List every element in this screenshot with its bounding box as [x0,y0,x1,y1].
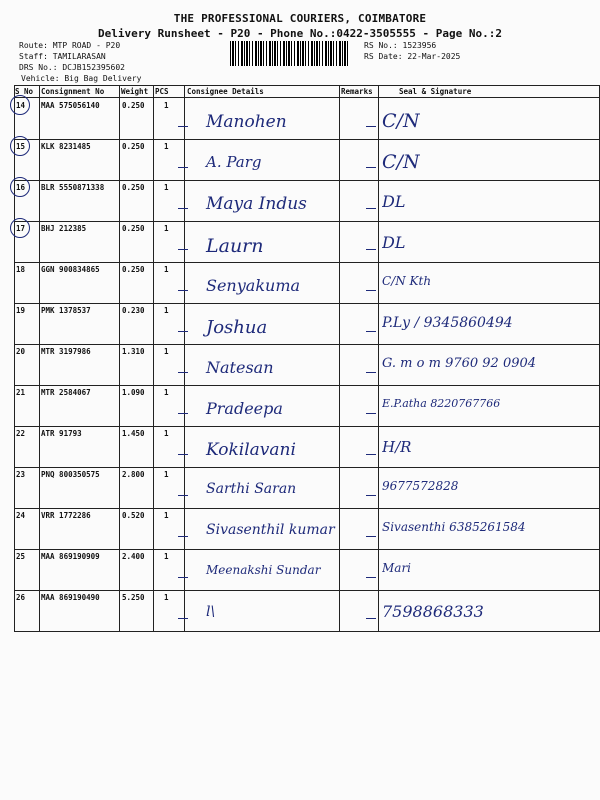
consignee-signature: Kokilavani [206,440,296,460]
consignee-signature: l\ [206,604,216,620]
cell-consignment: BHJ 212385 [41,224,87,233]
seal-signature: DL [382,192,406,211]
handwritten-dash [178,495,188,496]
consignee-signature: Meenakshi Sundar [206,563,321,577]
col-head-sno: S No [15,87,34,96]
cell-consignment: BLR 5550871338 [41,183,105,192]
col-head-consignee: Consignee Details [187,87,264,96]
cell-pcs: 1 [164,306,169,315]
row-divider [14,549,600,550]
runsheet-title: THE PROFESSIONAL COURIERS, COIMBATORE [173,12,427,25]
cell-consignment: PNQ 800350575 [41,470,100,479]
cell-pcs: 1 [164,142,169,151]
col-head-remarks: Remarks [341,87,373,96]
rs-date: RS Date: 22-Mar-2025 [364,52,461,61]
cell-pcs: 1 [164,347,169,356]
seal-signature: H/R [382,438,412,456]
cell-consignment: MAA 869190490 [41,593,100,602]
handwritten-dash [366,618,376,619]
cell-consignment: MTR 2584067 [41,388,91,397]
cell-weight: 0.250 [122,183,145,192]
header-top-rule [14,85,600,86]
consignee-signature: Sivasenthil kumar [206,522,335,538]
row-divider [14,262,600,263]
cell-pcs: 1 [164,101,169,110]
handwritten-dash [178,208,188,209]
vehicle-label: Vehicle: Big Bag Delivery [21,74,142,83]
cell-consignment: MAA 575056140 [41,101,100,110]
seal-signature: 7598868333 [382,602,484,621]
handwritten-dash [366,290,376,291]
row-divider [14,344,600,345]
cell-pcs: 1 [164,429,169,438]
cell-weight: 1.450 [122,429,145,438]
consignee-signature: Pradeepa [206,399,283,418]
seal-signature: Sivasenthi 6385261584 [382,520,526,534]
seal-signature: E.P.atha 8220767766 [382,397,501,410]
consignee-signature: Maya Indus [206,194,307,214]
cell-sno: 24 [16,511,26,520]
cell-weight: 5.250 [122,593,145,602]
handwritten-dash [178,454,188,455]
col-head-pcs: PCS [155,87,169,96]
handwritten-dash [366,536,376,537]
handwritten-dash [178,290,188,291]
header-bottom-rule [14,97,600,98]
consignee-signature: Laurn [206,235,264,257]
handwritten-dash [178,413,188,414]
cell-weight: 0.250 [122,224,145,233]
handwritten-dash [178,618,188,619]
cell-consignment: GGN 900834865 [41,265,100,274]
cell-sno: 16 [16,183,26,192]
cell-sno: 17 [16,224,26,233]
row-divider [14,467,600,468]
cell-weight: 0.250 [122,101,145,110]
handwritten-dash [366,249,376,250]
handwritten-dash [178,577,188,578]
cell-pcs: 1 [164,552,169,561]
cell-pcs: 1 [164,470,169,479]
col-head-weight: Weight [121,87,149,96]
cell-sno: 22 [16,429,26,438]
handwritten-dash [366,413,376,414]
consignee-signature: Sarthi Saran [206,481,297,497]
cell-consignment: MAA 869190909 [41,552,100,561]
cell-weight: 0.520 [122,511,145,520]
row-divider [14,180,600,181]
cell-consignment: MTR 3197986 [41,347,91,356]
row-divider [14,508,600,509]
seal-signature: C/N Kth [382,274,432,288]
staff-label: Staff: TAMILARASAN [19,52,106,61]
runsheet-subtitle: Delivery Runsheet - P20 - Phone No.:0422-3505555 - Page No.:2 [98,27,502,40]
seal-signature: C/N [382,151,420,173]
consignee-signature: Senyakuma [206,276,301,295]
cell-weight: 0.250 [122,142,145,151]
consignee-signature: Manohen [206,112,287,132]
drs-label: DRS No.: DCJB152395602 [19,63,125,72]
seal-signature: DL [382,233,406,252]
cell-consignment: VRR 1772286 [41,511,91,520]
cell-sno: 23 [16,470,26,479]
handwritten-dash [366,208,376,209]
row-divider [14,139,600,140]
col-head-consignment: Consignment No [41,87,105,96]
handwritten-dash [178,331,188,332]
cell-weight: 1.310 [122,347,145,356]
handwritten-dash [178,372,188,373]
cell-pcs: 1 [164,224,169,233]
cell-weight: 0.250 [122,265,145,274]
cell-pcs: 1 [164,183,169,192]
cell-consignment: KLK 8231485 [41,142,91,151]
handwritten-dash [366,454,376,455]
cell-sno: 21 [16,388,26,397]
handwritten-dash [178,249,188,250]
seal-signature: G. m o m 9760 92 0904 [382,356,537,371]
handwritten-dash [366,167,376,168]
cell-consignment: PMK 1378537 [41,306,91,315]
route-label: Route: MTP ROAD - P20 [19,41,121,50]
cell-sno: 15 [16,142,26,151]
cell-weight: 1.090 [122,388,145,397]
consignee-signature: Natesan [206,358,274,377]
cell-sno: 18 [16,265,26,274]
row-divider [14,590,600,591]
seal-signature: C/N [382,110,420,132]
cell-pcs: 1 [164,511,169,520]
row-divider [14,221,600,222]
cell-sno: 14 [16,101,26,110]
row-divider [14,426,600,427]
consignee-signature: A. Parg [206,153,262,171]
cell-weight: 0.230 [122,306,145,315]
handwritten-dash [366,372,376,373]
seal-signature: P.Ly / 9345860494 [382,315,513,331]
cell-sno: 25 [16,552,26,561]
row-divider [14,385,600,386]
seal-signature: Mari [382,561,412,575]
cell-sno: 20 [16,347,26,356]
cell-weight: 2.800 [122,470,145,479]
handwritten-dash [178,126,188,127]
handwritten-dash [366,495,376,496]
cell-sno: 26 [16,593,26,602]
row-divider [14,631,600,632]
handwritten-dash [178,536,188,537]
cell-weight: 2.400 [122,552,145,561]
col-head-seal: Seal & Signature [399,87,472,96]
seal-signature: 9677572828 [382,479,459,493]
cell-sno: 19 [16,306,26,315]
handwritten-dash [178,167,188,168]
cell-consignment: ATR 91793 [41,429,82,438]
handwritten-dash [366,577,376,578]
rs-number: RS No.: 1523956 [364,41,437,50]
cell-pcs: 1 [164,265,169,274]
cell-pcs: 1 [164,388,169,397]
row-divider [14,303,600,304]
handwritten-dash [366,126,376,127]
handwritten-dash [366,331,376,332]
cell-pcs: 1 [164,593,169,602]
consignee-signature: Joshua [206,317,268,338]
